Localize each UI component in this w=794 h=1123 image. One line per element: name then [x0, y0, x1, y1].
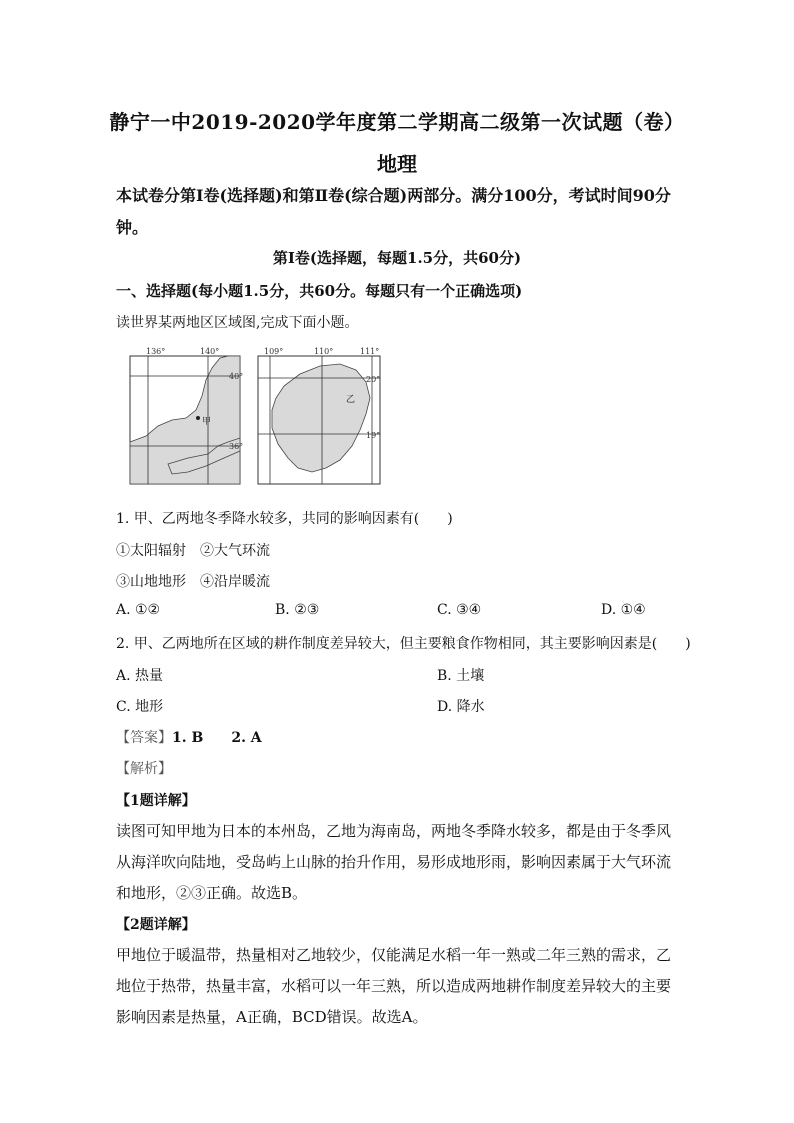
- question-2-option-c: C. 地形: [116, 699, 164, 715]
- section-heading: 一、选择题(每小题1.5分，共60分。每题只有一个正确选项): [116, 282, 523, 300]
- part1-heading: 第Ⅰ卷(选择题，每题1.5分，共60分): [272, 249, 522, 267]
- map-right-lat-2: 19°: [366, 431, 381, 440]
- question-1-factors-b: ③山地地形 ④沿岸暖流: [116, 574, 270, 590]
- analysis-q1-text: 读图可知甲地为日本的本州岛，乙地为海南岛，两地冬季降水较多，都是由于冬季风从海洋吹向陆地，受岛屿上山脉的抬升作用，易形成地形雨，影响因素属于大气环流和地形，②③正确。故选B。: [116, 822, 672, 902]
- question-1-factors-a: ①太阳辐射 ②大气环流: [116, 543, 270, 559]
- analysis-q1-heading: 【1题详解】: [116, 793, 196, 809]
- analysis-q2-text: 甲地位于暖温带，热量相对乙地较少，仅能满足水稻一年一熟或二年三熟的需求，乙地位于热带，热量丰富，水稻可以一年三熟，所以造成两地耕作制度差异较大的主要影响因素是热量，A正确，BCD错误。故选A。: [116, 946, 672, 1026]
- question-prompt: 读世界某两地区区域图,完成下面小题。: [116, 315, 359, 331]
- question-1-option-a: A. ①②: [116, 602, 161, 618]
- map-right-lon-1: 109°: [264, 347, 284, 356]
- question-1-option-d: D. ①④: [601, 602, 646, 618]
- question-1-stem: 1. 甲、乙两地冬季降水较多，共同的影响因素有( ): [116, 511, 453, 527]
- subject-title: 地理: [377, 152, 417, 176]
- answer-value: 1. B 2. A: [172, 730, 262, 746]
- map-japan: [128, 346, 248, 486]
- question-2-stem: 2. 甲、乙两地所在区域的耕作制度差异较大，但主要粮食作物相同，其主要影响因素是( ): [116, 636, 691, 652]
- question-2-option-d: D. 降水: [437, 699, 485, 715]
- map-left-lat-1: 40°: [229, 372, 244, 381]
- answer-label: 【答案】: [116, 730, 172, 746]
- question-1-option-b: B. ②③: [275, 602, 320, 618]
- map-hainan: [256, 346, 384, 486]
- analysis-q2-heading: 【2题详解】: [116, 917, 196, 933]
- answer-line: [116, 727, 262, 747]
- map-right-lat-1: 20°: [366, 375, 381, 384]
- analysis-label: 【解析】: [116, 761, 172, 777]
- question-2-option-b: B. 土壤: [437, 668, 485, 684]
- map-right-place: 乙: [346, 395, 356, 405]
- map-right-lon-2: 110°: [314, 347, 334, 356]
- exam-intro: 本试卷分第Ⅰ卷(选择题)和第Ⅱ卷(综合题)两部分。满分100分，考试时间90分钟。: [116, 186, 671, 237]
- question-1-option-c: C. ③④: [437, 602, 482, 618]
- place-dot-jia: [196, 416, 200, 420]
- map-left-place: 甲: [202, 417, 212, 427]
- map-right-lon-3: 111°: [360, 347, 380, 356]
- exam-title: 静宁一中2019-2020学年度第二学期高二级第一次试题（卷）: [109, 110, 685, 134]
- map-left-lon-2: 140°: [200, 347, 220, 356]
- map-left-lon-1: 136°: [146, 347, 166, 356]
- map-left-lat-2: 36°: [229, 442, 244, 451]
- question-2-option-a: A. 热量: [116, 668, 164, 684]
